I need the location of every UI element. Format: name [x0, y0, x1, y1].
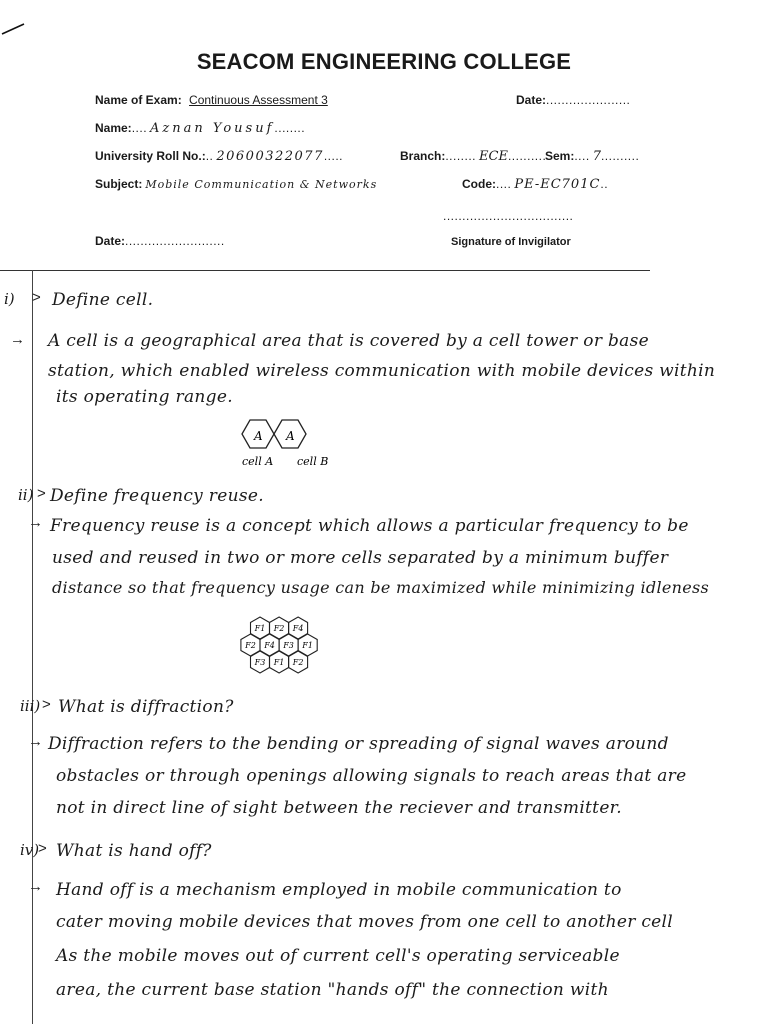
question-1-number: i) — [4, 290, 15, 308]
branch-label: Branch: — [400, 149, 446, 163]
exam-name-field — [95, 93, 328, 107]
date-dots-bottom: .......................... — [125, 234, 225, 248]
frequency-reuse-diagram — [222, 606, 362, 686]
answer-1-marker: → — [10, 331, 25, 348]
answer-1-line-2: station, which enabled wireless communication with mobile devices within — [48, 361, 716, 381]
question-2-number: ii) — [18, 486, 34, 504]
question-4-number: iv) — [20, 841, 40, 859]
subject-field — [95, 177, 377, 191]
margin-line — [32, 270, 33, 1024]
answer-2-line-3: distance so that frequency usage can be maximized while minimizing idleness — [52, 578, 710, 597]
answer-3-line-3: not in direct line of sight between the reciever and transmitter. — [56, 798, 622, 818]
answer-1-line-1: A cell is a geographical area that is covered by a cell tower or base — [48, 331, 649, 351]
code-value: PE-EC701C — [514, 177, 601, 192]
header-divider — [0, 270, 650, 271]
answer-1-line-3: its operating range. — [56, 387, 233, 407]
question-2-arrow: > — [37, 485, 46, 502]
question-2-text: Define frequency reuse. — [50, 486, 264, 506]
cell-b-label: cell B — [297, 455, 329, 468]
reuse-cell-label: F1 — [302, 641, 313, 650]
date-field-top — [516, 93, 630, 107]
question-4-arrow: > — [38, 840, 47, 857]
branch-value: ECE — [479, 149, 508, 164]
question-1-arrow: > — [32, 289, 41, 306]
exam-name-value: Continuous Assessment 3 — [189, 93, 328, 107]
roll-number-field: University Roll No.:.. 20600322077..... — [95, 149, 344, 164]
reuse-cell-label: F1 — [273, 658, 285, 667]
answer-4-line-3: As the mobile moves out of current cell's operating serviceable — [56, 946, 620, 966]
semester-field: Sem:.... 7.......... — [545, 149, 640, 164]
reuse-cell-label: F2 — [245, 641, 256, 650]
reuse-cell-label: F4 — [292, 624, 304, 633]
cell-diagram — [230, 410, 340, 472]
exam-name-label: Name of Exam: — [95, 93, 182, 107]
code-label: Code: — [462, 177, 496, 191]
semester-label: Sem: — [545, 149, 575, 163]
answer-3-marker: → — [28, 733, 43, 750]
date-label-top: Date: — [516, 93, 547, 107]
signature-line: .................................. — [443, 209, 574, 223]
answer-2-line-1: Frequency reuse is a concept which allows a particular frequency to be — [50, 516, 689, 536]
question-3-number: iii) — [20, 697, 41, 715]
date-field-bottom — [95, 234, 225, 248]
roll-number-label: University Roll No.: — [95, 149, 206, 163]
student-name-label: Name: — [95, 121, 132, 135]
reuse-cell-label: F3 — [254, 658, 266, 667]
date-label-bottom: Date: — [95, 234, 126, 248]
reuse-cell-label: F2 — [292, 658, 304, 667]
answer-2-marker: → — [28, 514, 43, 531]
answer-3-line-2: obstacles or through openings allowing signals to reach areas that are — [56, 766, 687, 786]
reuse-cell-label: F1 — [254, 624, 266, 633]
question-3-arrow: > — [42, 696, 51, 713]
reuse-cell-label: F2 — [273, 624, 285, 633]
reuse-cell-label: F3 — [283, 641, 294, 650]
student-name-value: Aznan Yousuf — [150, 121, 275, 136]
date-dots-top: ...................... — [546, 93, 631, 107]
answer-4-line-2: cater moving mobile devices that moves from one cell to another cell — [56, 912, 673, 932]
answer-2-line-2: used and reused in two or more cells separated by a minimum buffer — [52, 548, 669, 568]
cell-a-tower: A — [254, 429, 263, 443]
answer-3-line-1: Diffraction refers to the bending or spreading of signal waves around — [48, 734, 669, 754]
subject-value: Mobile Communication & Networks — [145, 178, 378, 191]
question-3-text: What is diffraction? — [58, 697, 234, 717]
question-4-text: What is hand off? — [56, 841, 212, 861]
reuse-cell-label: F4 — [264, 641, 275, 650]
signature-label: Signature of Invigilator — [451, 236, 571, 248]
student-name-field: Name:.... Aznan Yousuf........ — [95, 121, 306, 136]
cell-a-label: cell A — [242, 455, 274, 468]
pen-stroke-mark — [0, 0, 40, 40]
college-title: SEACOM ENGINEERING COLLEGE — [196, 49, 572, 74]
code-field: Code:.... PE-EC701C.. — [462, 177, 609, 192]
cell-b-tower: A — [286, 429, 295, 443]
roll-number-value: 20600322077 — [216, 149, 324, 164]
branch-field: Branch:........ ECE.......... — [400, 149, 547, 164]
answer-4-line-1: Hand off is a mechanism employed in mobile communication to — [56, 880, 622, 900]
answer-4-line-4: area, the current base station "hands off" the connection with — [56, 980, 609, 1000]
subject-label: Subject: — [95, 177, 143, 191]
question-1-text: Define cell. — [52, 290, 154, 310]
answer-4-marker: → — [28, 878, 43, 895]
semester-value: 7 — [592, 149, 601, 164]
